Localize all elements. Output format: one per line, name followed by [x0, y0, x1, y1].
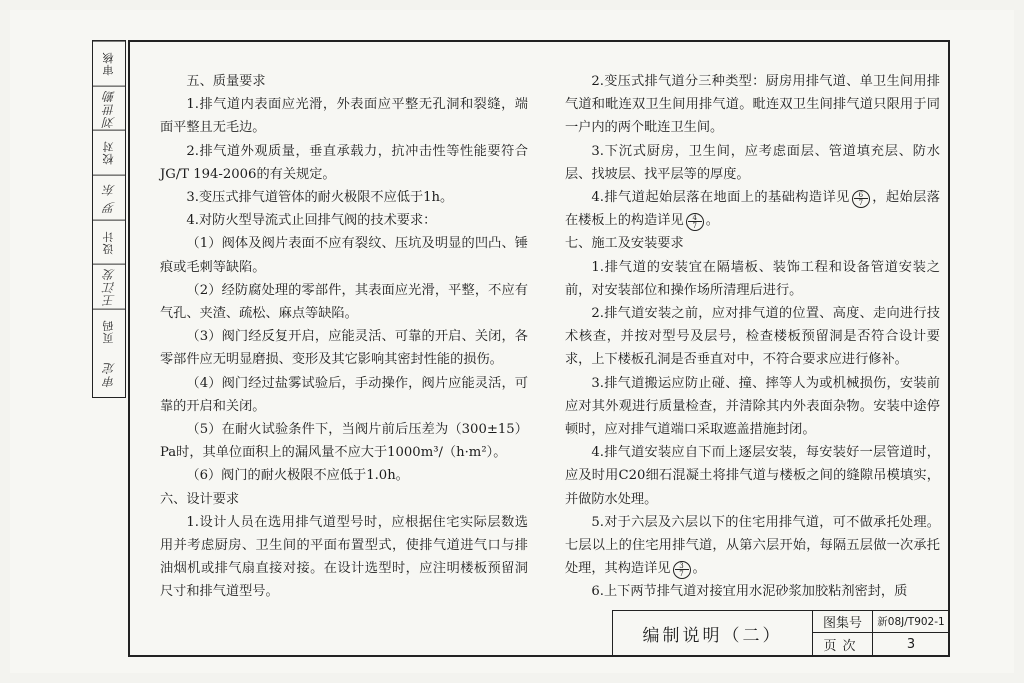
paragraph: 1.设计人员在选用排气道型号时，应根据住宅实际层数选用并考虑厨房、卫生间的平面布置型式，使排气道进气口与排油烟机或排气扇直接对接。在设计选型时，应注明楼板预留洞尺寸和排气道型号。 — [160, 514, 528, 600]
paragraph: （4）阀门经过盐雾试验后，手动操作，阀片应能灵活，可靠的开启和关闭。 — [160, 375, 528, 414]
title-block — [612, 610, 950, 657]
page-label: 页次 — [813, 633, 873, 656]
right-column — [565, 70, 940, 604]
signature-cell: 刘世勤 — [93, 86, 125, 131]
page-number: 3 — [906, 637, 916, 652]
detail-reference-symbol: 3 7 — [673, 561, 691, 579]
drawing-title: 编制说明（二） — [613, 611, 813, 656]
paragraph: 3.变压式排气道管体的耐火极限不应低于1h。 — [186, 190, 454, 206]
paragraph: 3.下沉式厨房，卫生间，应考虑面层、管道填充层、防水层、找坡层、找平层等的厚度。 — [565, 143, 940, 182]
paragraph: 2.排气道安装之前，应对排气道的位置、高度、走向进行技术核查，并按对型号及层号，检查楼板预留洞是否符合设计要求，上下楼板孔洞是否垂直对中，不符合要求应进行修补。 — [565, 306, 940, 368]
signature-strip — [92, 40, 126, 398]
signature-cell: 审定 — [102, 362, 117, 389]
paragraph: 3.排气道搬运应防止碰、撞、摔等人为或机械损伤，安装前应对其外观进行质量检查，并清除其内外表面杂物。安装中途停顿时，应对排气道端口采取遮盖措施封闭。 — [565, 375, 940, 438]
signature-cell: 罗 东 — [93, 175, 125, 220]
signature-cell: 设计 — [93, 220, 125, 265]
section-heading: 五、质量要求 — [186, 74, 266, 89]
signature-cell: 页码 — [93, 309, 125, 354]
paragraph: （5）在耐火试验条件下，当阀片前后压差为（300±15）Pa时，其单位面积上的漏风量不应大于1000m³/（h·m²）。 — [160, 422, 528, 461]
paragraph: （2）经防腐处理的零部件，其表面应光滑，平整，不应有气孔、夹渣、疏松、麻点等缺陷。 — [160, 282, 528, 322]
atlas-number-label: 图集号 — [813, 611, 873, 633]
atlas-number: 新08J/T902-1 — [873, 611, 949, 633]
signature-cell: 校对 — [93, 130, 125, 175]
paragraph: 1.排气道内表面应光滑，外表面应平整无孔洞和裂缝，端面平整且无毛边。 — [160, 97, 528, 136]
detail-reference-symbol: 4 7 — [686, 213, 704, 231]
paragraph: 2.排气道外观质量，垂直承载力，抗冲击性等性能要符合JG/T 194-2006的有关规定。 — [160, 143, 528, 182]
paragraph: （3）阀门经反复开启，应能灵活、可靠的开启、关闭，各零部件应无明显磨损、变形及其它影响其密封性能的损伤。 — [160, 329, 528, 368]
paragraph: （1）阀体及阀片表面不应有裂纹、压坑及明显的凹凸、锤痕或毛刺等缺陷。 — [160, 236, 528, 275]
paragraph: 5.对于六层及六层以下的住宅用排气道，可不做承托处理。七层以上的住宅用排气道，从第六层开始，每隔五层做一次承托处理，其构造详见 3 7 。 — [565, 514, 940, 579]
paragraph: 1.排气道的安装宜在隔墙板、装饰工程和设备管道安装之前，对安装部位和操作场所清理后进行。 — [565, 259, 940, 298]
signature-cell: 王江发 — [93, 264, 125, 309]
paragraph: 4.排气道起始层落在地面上的基础构造详见 6 7 ，起始层落在楼板上的构造详见 4 7 。 — [565, 190, 940, 231]
left-column — [160, 70, 528, 604]
detail-reference-symbol: 6 7 — [852, 190, 870, 208]
section-heading: 七、施工及安装要求 — [565, 236, 684, 252]
paragraph: 4.排气道安装应自下而上逐层安装，每安装好一层管道时，应及时用C20细石混凝土将排气道与楼板之间的缝隙吊模填实，并做防水处理。 — [565, 445, 940, 507]
signature-cell: 审核 — [93, 41, 125, 86]
paragraph: 4.对防火型导流式止回排气阀的技术要求： — [186, 213, 437, 229]
section-heading: 六、设计要求 — [160, 491, 240, 507]
paragraph: 6.上下两节排气道对接宜用水泥砂浆加胶粘剂密封，质 — [591, 584, 908, 600]
paragraph: （6）阀门的耐火极限不应低于1.0h。 — [186, 468, 409, 484]
paragraph: 2.变压式排气道分三种类型：厨房用排气道、单卫生间用排气道和毗连双卫生间用排气道。毗连双卫生间排气道只限用于同一户内的两个毗连卫生间。 — [565, 74, 940, 136]
